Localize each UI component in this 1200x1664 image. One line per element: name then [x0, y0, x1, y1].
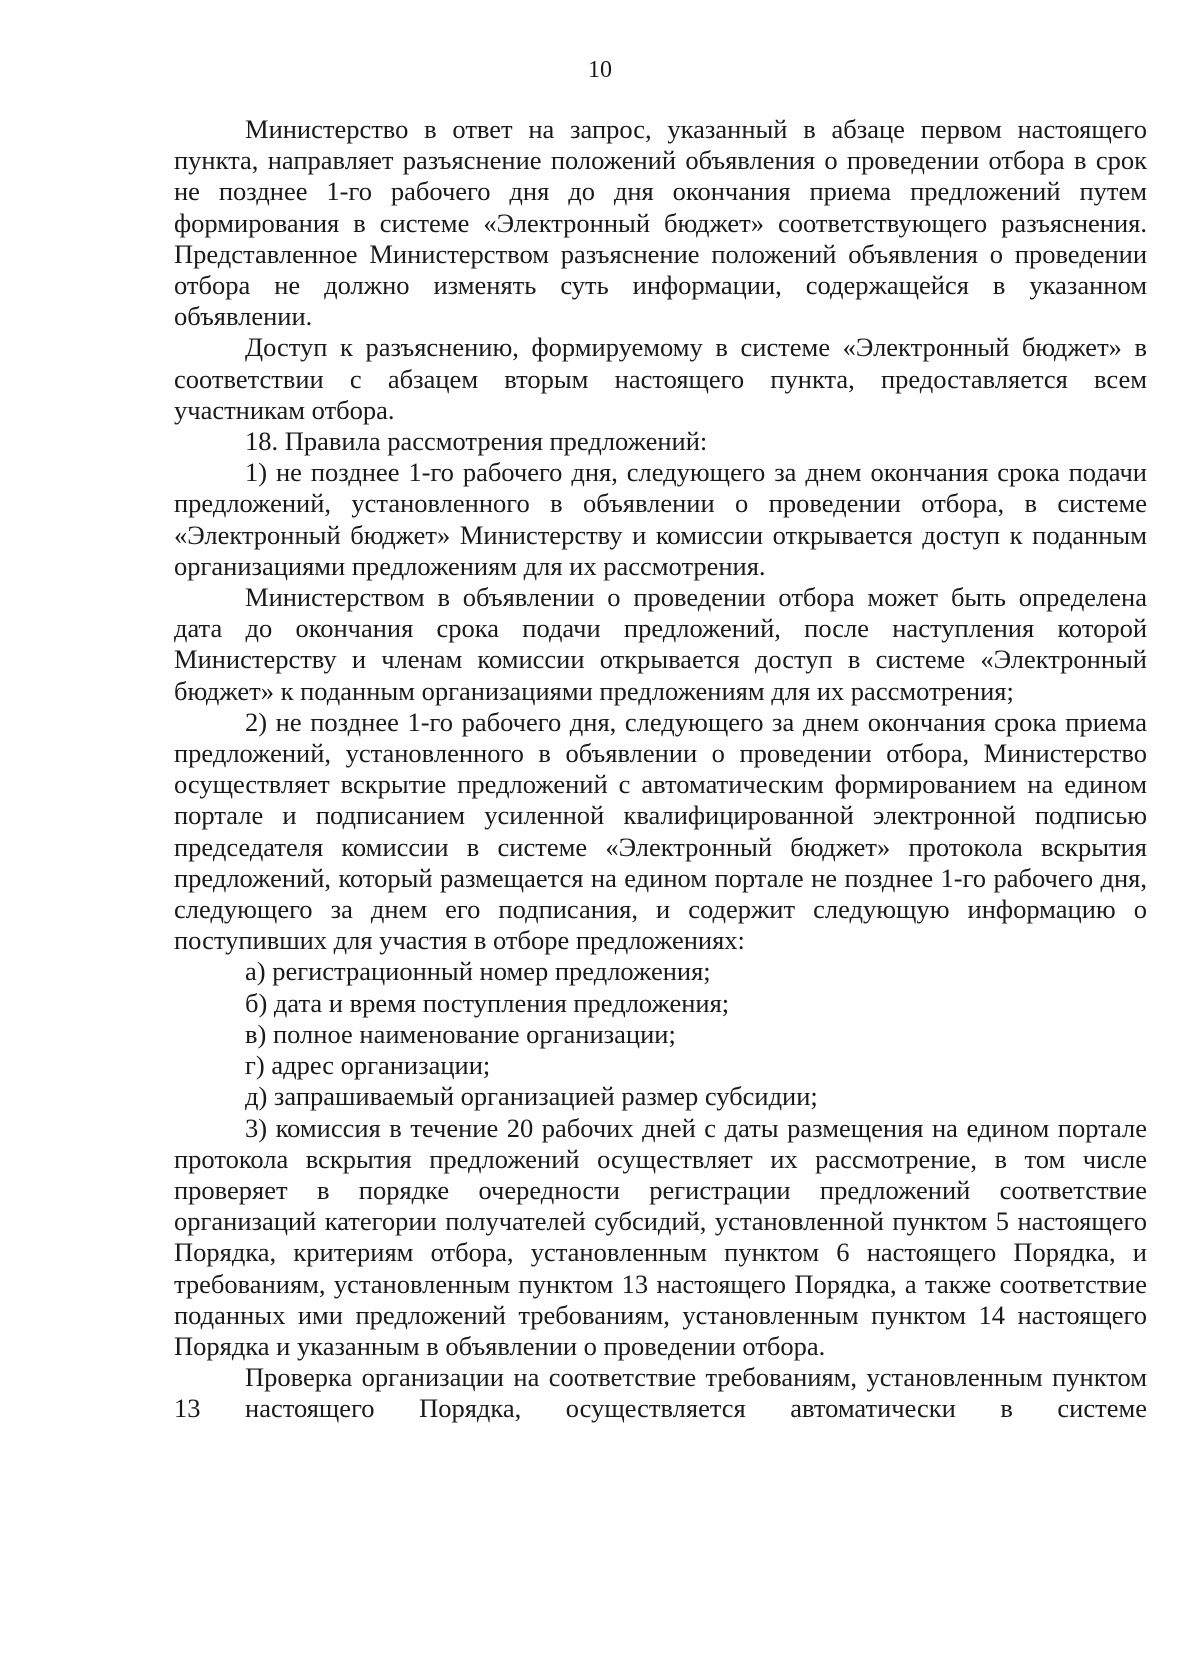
- list-item-b: б) дата и время поступления предложения;: [245, 987, 730, 1018]
- paragraph-item-2: 2) не позднее 1-го рабочего дня, следующего за днем окончания срока приема предложений, установленного в объявлении о проведении отбора, Министерство осуществляет вскрытие предложений с автоматическим формированием на едином портале и подписанием усиленной квалифицированной электронной подписью председателя комиссии в системе «Электронный бюджет» протокола вскрытия предложений, который размещается на едином портале не позднее 1-го рабочего дня, следующего за днем его подписания, и содержит следующую информацию о поступивших для участия в отборе предложениях:: [174, 706, 1147, 956]
- paragraph-item-1: 1) не позднее 1-го рабочего дня, следующего за днем окончания срока подачи предложений, установленного в объявлении о проведении отбора, в системе «Электронный бюджет» Министерству и комиссии открывается доступ к поданным организациями предложениям для их рассмотрения.: [174, 457, 1147, 581]
- paragraph-item-1-date: Министерством в объявлении о проведении отбора может быть определена дата до окончания срока подачи предложений, после наступления которой Министерству и членам комиссии открывается доступ в системе «Электронный бюджет» к поданным организациями предложениям для их рассмотрения;: [174, 582, 1147, 706]
- list-item-v: в) полное наименование организации;: [245, 1018, 676, 1049]
- paragraph-verification: Проверка организации на соответствие требованиям, установленным пунктом 13 настоящего Порядка, осуществляется автоматически в системе: [174, 1362, 1147, 1424]
- paragraph-clarification: Министерство в ответ на запрос, указанный в абзаце первом настоящего пункта, направляет разъяснение положений объявления о проведении отбора в срок не позднее 1-го рабочего дня до дня окончания приема предложений путем формирования в системе «Электронный бюджет» соответствующего разъяснения. Представленное Министерством разъяснение положений объявления о проведении отбора не должно изменять суть информации, содержащейся в указанном объявлении.: [174, 114, 1147, 332]
- paragraph-section-18-heading: 18. Правила рассмотрения предложений:: [245, 426, 708, 457]
- list-item-a: а) регистрационный номер предложения;: [245, 956, 711, 987]
- paragraph-access: Доступ к разъяснению, формируемому в системе «Электронный бюджет» в соответствии с абзацем вторым настоящего пункта, предоставляется всем участникам отбора.: [174, 332, 1147, 425]
- list-item-g: г) адрес организации;: [245, 1050, 491, 1081]
- document-body: [174, 114, 1147, 1425]
- list-item-d: д) запрашиваемый организацией размер субсидии;: [245, 1081, 818, 1112]
- paragraph-item-3: 3) комиссия в течение 20 рабочих дней с даты размещения на едином портале протокола вскрытия предложений осуществляет их рассмотрение, в том числе проверяет в порядке очередности регистрации предложений соответствие организаций категории получателей субсидий, установленной пунктом 5 настоящего Порядка, критериям отбора, установленным пунктом 6 настоящего Порядка, и требованиям, установленным пунктом 13 настоящего Порядка, а также соответствие поданных ими предложений требованиям, установленным пунктом 14 настоящего Порядка и указанным в объявлении о проведении отбора.: [174, 1112, 1147, 1361]
- page-number: 10: [588, 57, 612, 83]
